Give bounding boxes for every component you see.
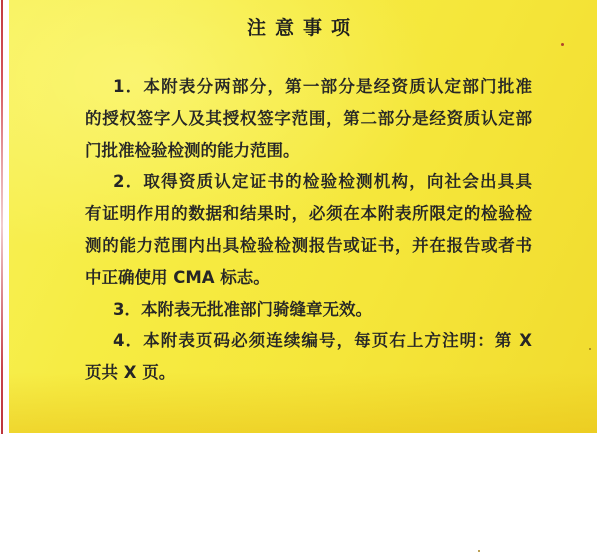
text-line: 有证明作用的数据和结果时，必须在本附表所限定的检验检 bbox=[85, 204, 532, 224]
notice-page bbox=[9, 0, 597, 433]
text-line: 的授权签字人及其授权签字范围，第二部分是经资质认定部 bbox=[85, 108, 532, 128]
text-line: 2．取得资质认定证书的检验检测机构，向社会出具具 bbox=[113, 172, 532, 192]
page-title: 注意事项 bbox=[246, 17, 359, 39]
paper-speck bbox=[561, 43, 564, 46]
text-line: 1．本附表分两部分，第一部分是经资质认定部门批准 bbox=[113, 77, 532, 96]
text-line: 测的能力范围内出具检验检测报告或证书，并在报告或者书 bbox=[85, 235, 532, 255]
paper-speck bbox=[589, 348, 591, 350]
text-line: 3．本附表无批准部门骑缝章无效。 bbox=[113, 299, 372, 319]
text-line: 4．本附表页码必须连续编号，每页右上方注明：第 X bbox=[113, 331, 532, 351]
page-left-red-edge bbox=[1, 0, 4, 434]
text-line: 门批准检验检测的能力范围。 bbox=[85, 140, 300, 160]
text-line: 中正确使用 CMA 标志。 bbox=[85, 267, 270, 287]
notice-body bbox=[85, 71, 532, 389]
text-line: 页共 X 页。 bbox=[85, 363, 176, 383]
